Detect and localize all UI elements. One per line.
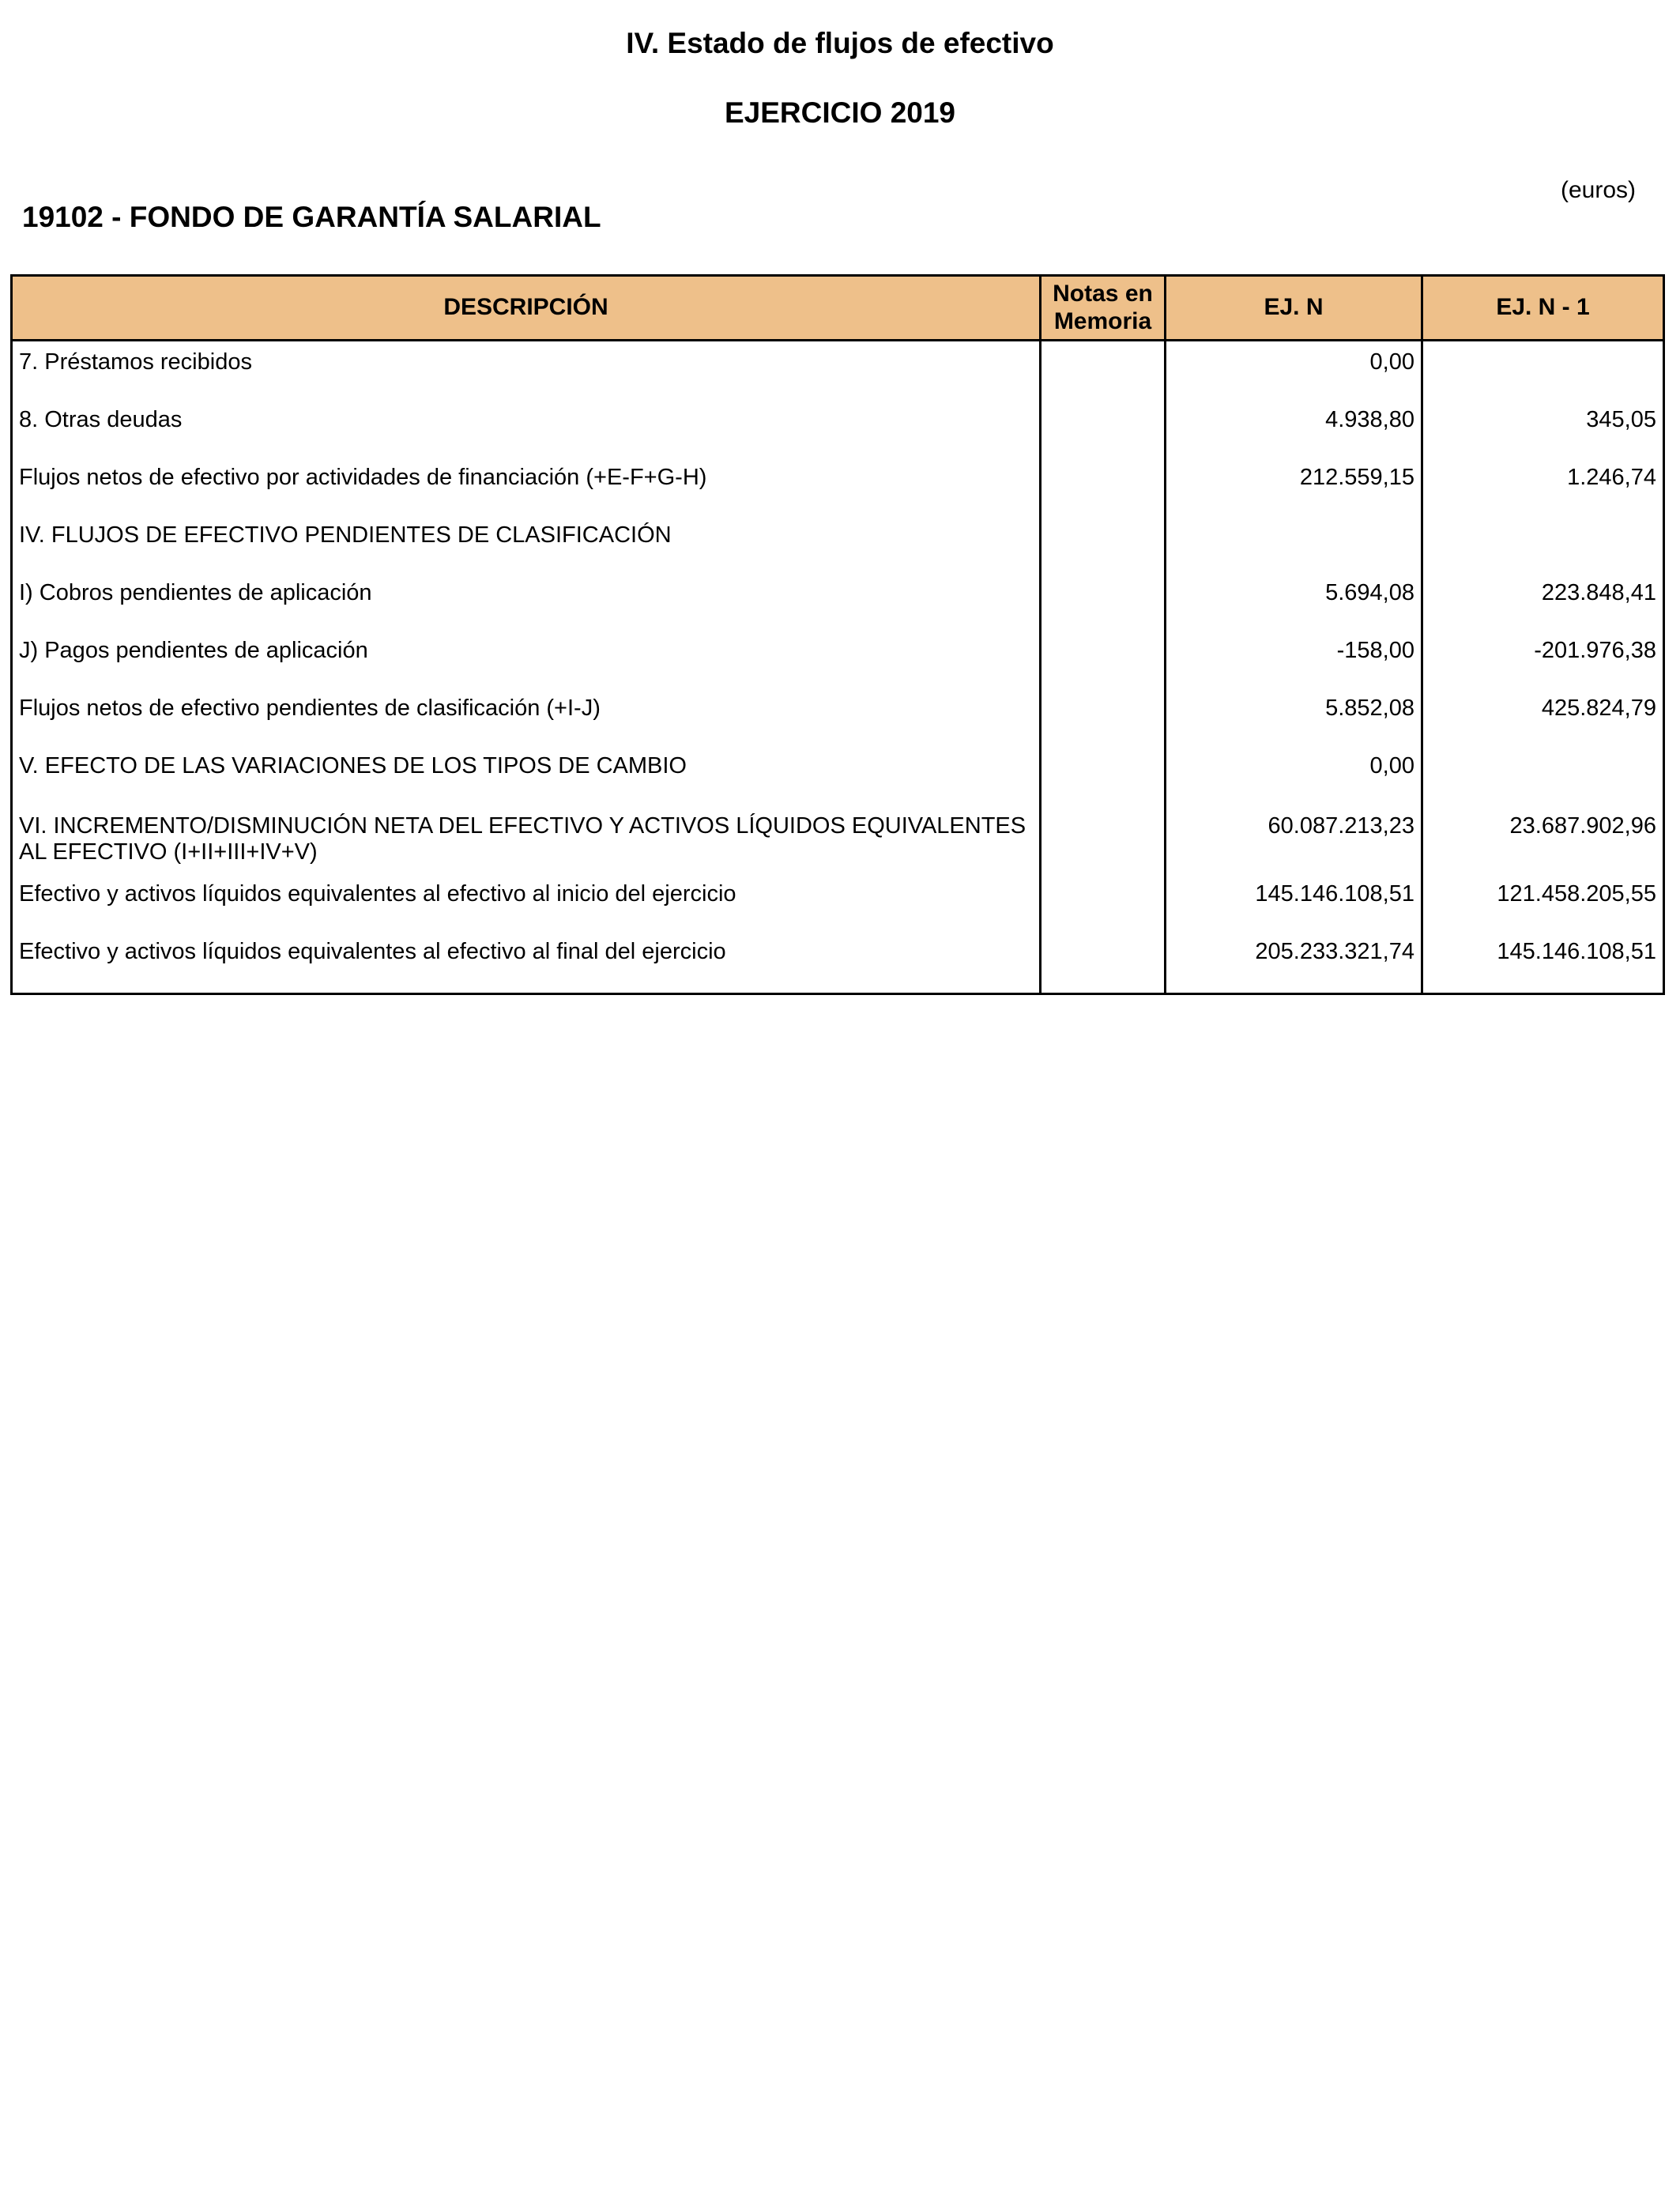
column-header-year-n1: EJ. N - 1 [1422,276,1664,341]
row-notes [1041,515,1166,572]
row-value-year-n: 0,00 [1166,341,1422,400]
row-description: 8. Otras deudas [12,399,1041,457]
document-subtitle: EJERCICIO 2019 [724,96,956,129]
row-value-year-n1 [1422,515,1664,572]
table-row [12,515,1664,572]
row-description: I) Cobros pendientes de aplicación [12,572,1041,630]
row-notes [1041,457,1166,515]
table-row [12,873,1664,931]
table-row [12,399,1664,457]
row-description: Efectivo y activos líquidos equivalentes al efectivo al inicio del ejercicio [12,873,1041,931]
column-header-year-n: EJ. N [1166,276,1422,341]
row-description: 7. Préstamos recibidos [12,341,1041,400]
row-description: V. EFECTO DE LAS VARIACIONES DE LOS TIPOS DE CAMBIO [12,745,1041,803]
units-label: (euros) [1560,177,1636,203]
row-value-year-n1 [1422,341,1664,400]
row-description: J) Pagos pendientes de aplicación [12,630,1041,688]
row-value-year-n [1166,515,1422,572]
row-notes [1041,341,1166,400]
column-header-description: DESCRIPCIÓN [12,276,1041,341]
row-value-year-n1: 345,05 [1422,399,1664,457]
row-notes [1041,630,1166,688]
row-notes [1041,399,1166,457]
column-header-notes: Notas en Memoria [1041,276,1166,341]
row-value-year-n1: 145.146.108,51 [1422,931,1664,994]
row-description: Efectivo y activos líquidos equivalentes al efectivo al final del ejercicio [12,931,1041,994]
table-row [12,803,1664,873]
row-value-year-n: 4.938,80 [1166,399,1422,457]
row-value-year-n1: 121.458.205,55 [1422,873,1664,931]
row-value-year-n1: 223.848,41 [1422,572,1664,630]
row-value-year-n1: 23.687.902,96 [1422,803,1664,873]
table-row [12,572,1664,630]
table-row [12,688,1664,745]
row-notes [1041,688,1166,745]
row-value-year-n: -158,00 [1166,630,1422,688]
row-value-year-n: 0,00 [1166,745,1422,803]
row-value-year-n1: 1.246,74 [1422,457,1664,515]
row-notes [1041,572,1166,630]
entity-name: 19102 - FONDO DE GARANTÍA SALARIAL [22,201,601,233]
row-value-year-n1: -201.976,38 [1422,630,1664,688]
row-value-year-n: 5.852,08 [1166,688,1422,745]
row-description: Flujos netos de efectivo pendientes de clasificación (+I-J) [12,688,1041,745]
table-row [12,630,1664,688]
table-row [12,745,1664,803]
table-row [12,341,1664,400]
row-value-year-n: 205.233.321,74 [1166,931,1422,994]
cash-flow-table [10,274,1665,995]
row-value-year-n1 [1422,745,1664,803]
row-description: VI. INCREMENTO/DISMINUCIÓN NETA DEL EFECTIVO Y ACTIVOS LÍQUIDOS EQUIVALENTES AL EFECTIVO (I+II+III+IV+V) [12,803,1041,873]
row-description: IV. FLUJOS DE EFECTIVO PENDIENTES DE CLASIFICACIÓN [12,515,1041,572]
row-value-year-n: 212.559,15 [1166,457,1422,515]
document-title: IV. Estado de flujos de efectivo [626,27,1054,59]
row-value-year-n: 5.694,08 [1166,572,1422,630]
row-notes [1041,873,1166,931]
table-row [12,931,1664,994]
table-row [12,457,1664,515]
row-notes [1041,803,1166,873]
table-header-row [12,276,1664,341]
row-notes [1041,745,1166,803]
row-value-year-n: 60.087.213,23 [1166,803,1422,873]
row-value-year-n: 145.146.108,51 [1166,873,1422,931]
row-notes [1041,931,1166,994]
row-value-year-n1: 425.824,79 [1422,688,1664,745]
row-description: Flujos netos de efectivo por actividades de financiación (+E-F+G-H) [12,457,1041,515]
